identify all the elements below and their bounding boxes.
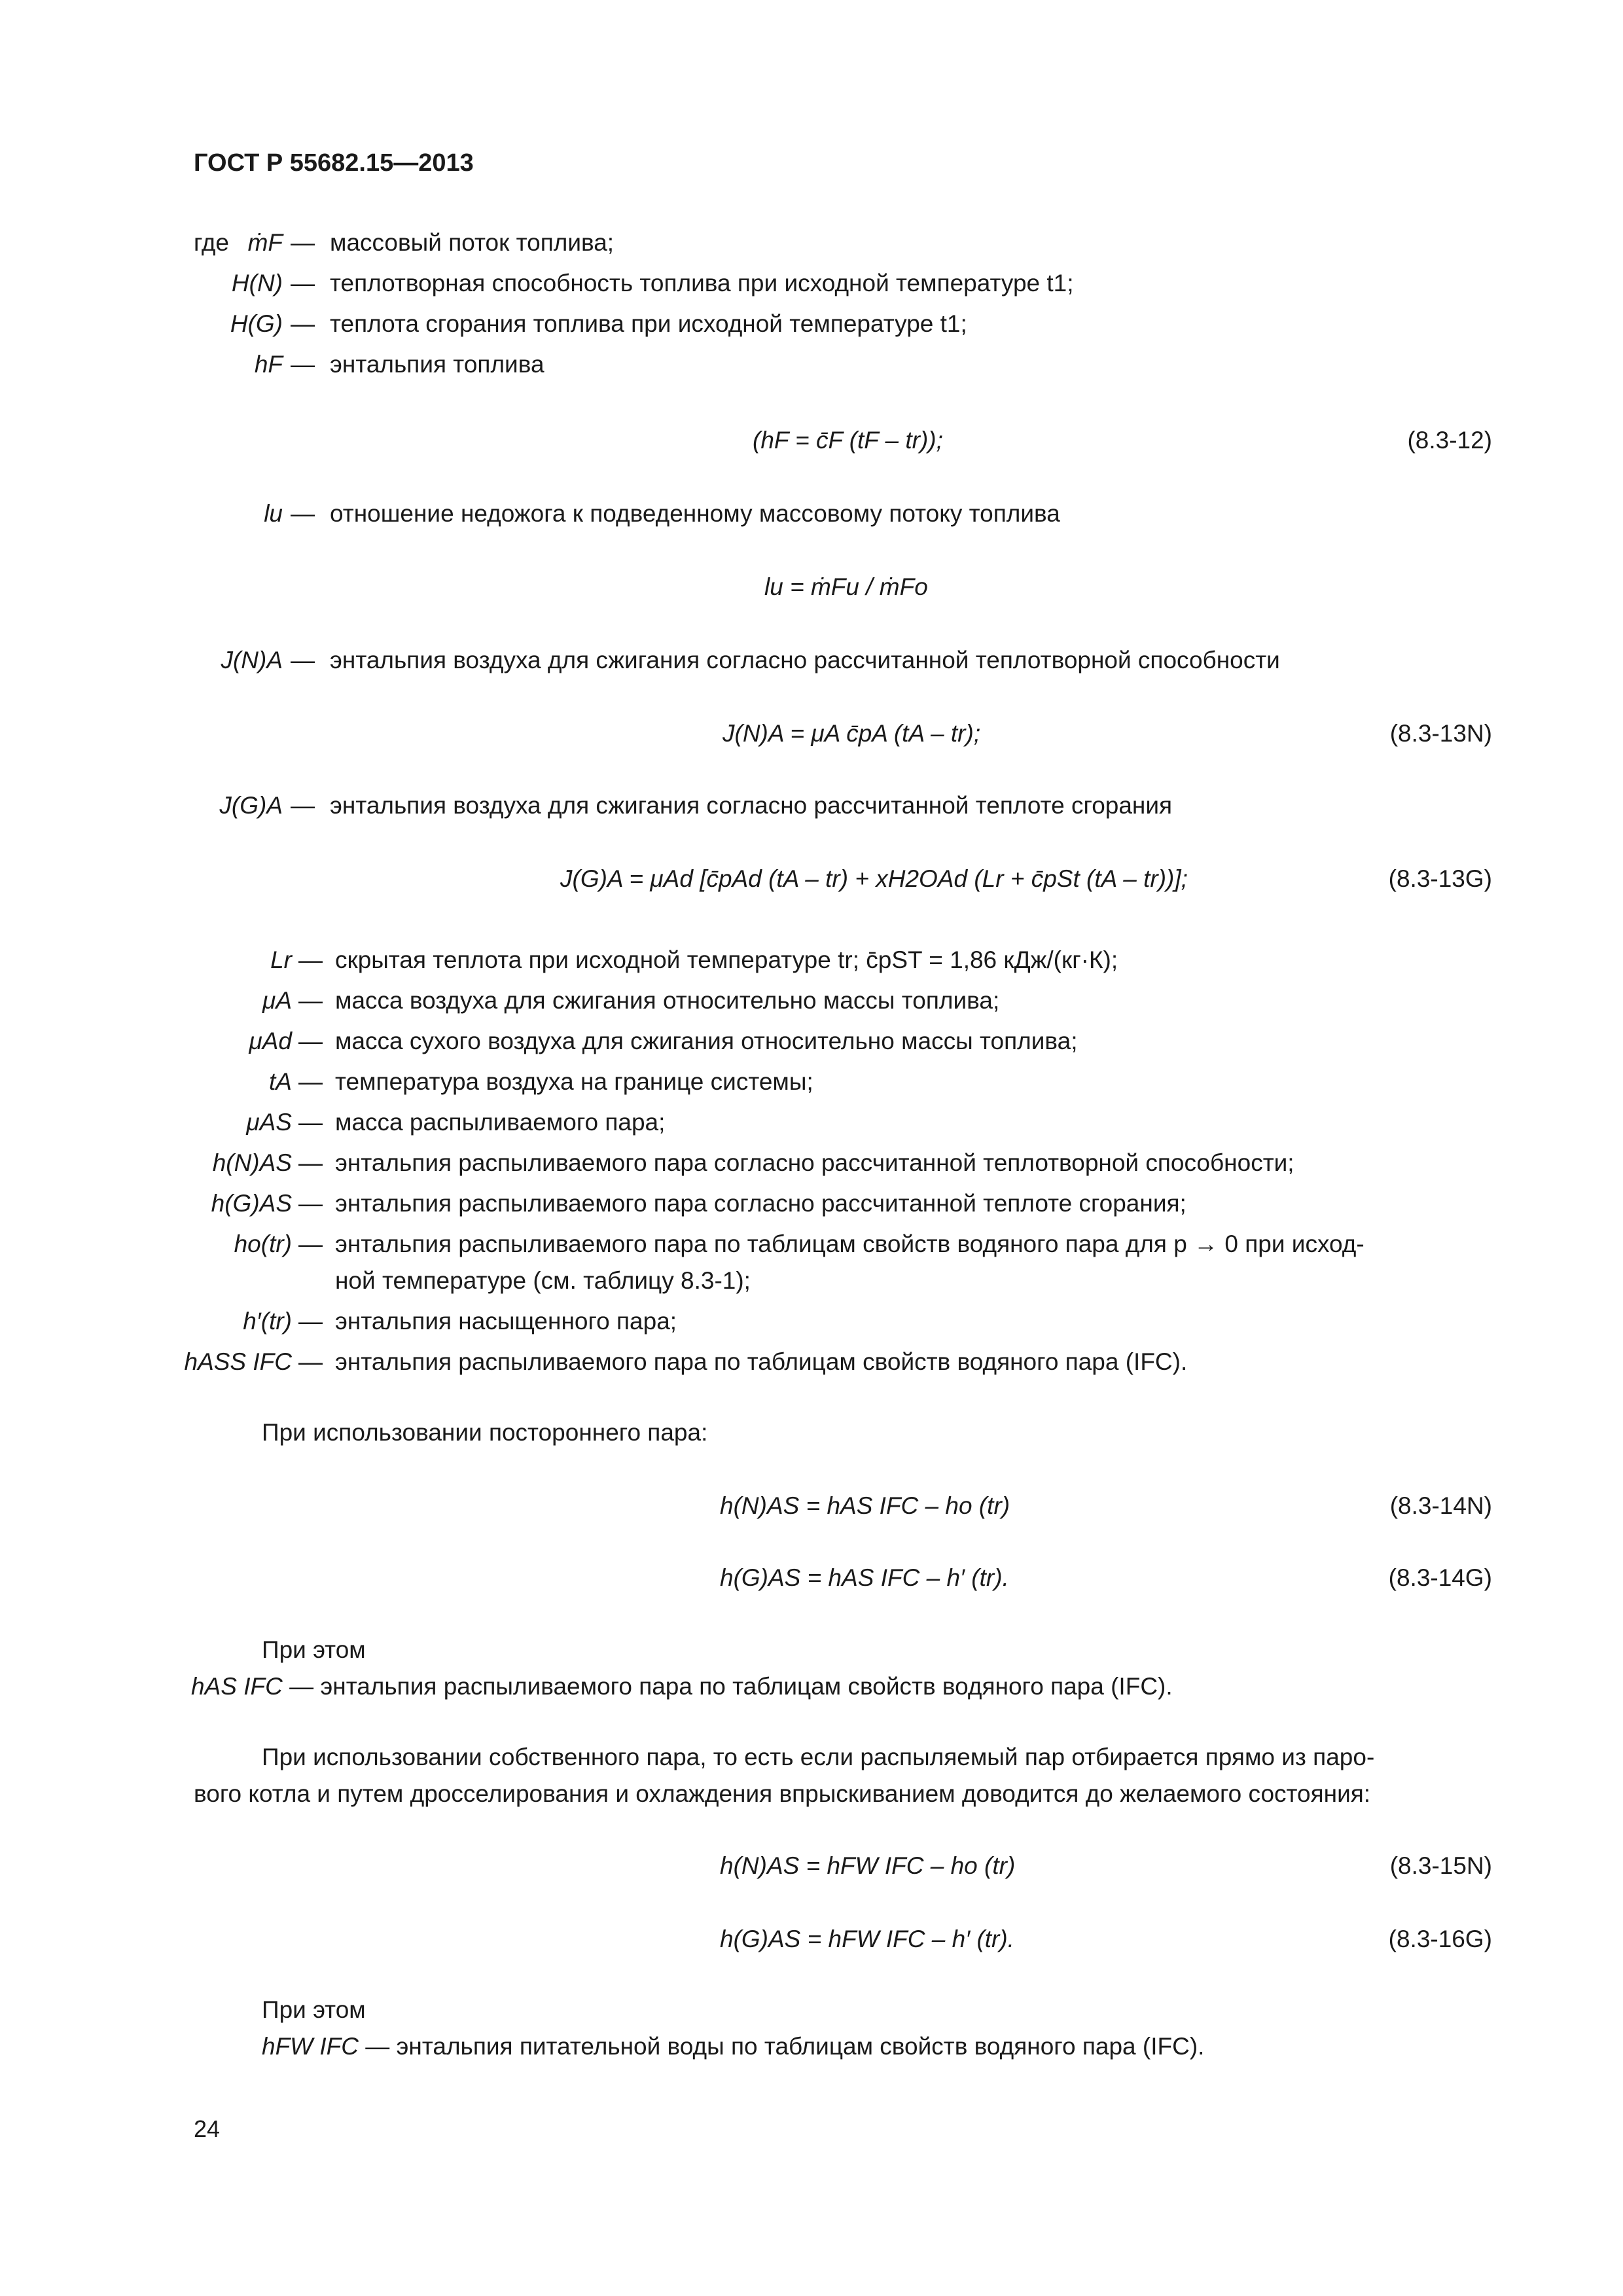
page-number: 24 <box>194 2115 221 2142</box>
definition-lu <box>0 500 1623 541</box>
definition-mF <box>0 229 1623 270</box>
definition-Lr <box>0 946 1623 987</box>
dash: — <box>298 1109 323 1136</box>
dash: — <box>365 2033 397 2060</box>
document-header: ГОСТ Р 55682.15—2013 <box>194 149 474 177</box>
symbol: hAS IFC <box>191 1673 283 1700</box>
symbol: hASS IFC <box>184 1348 292 1375</box>
note-intro: При этом <box>262 1636 366 1663</box>
definition-text: скрытая теплота при исходной температуре tr; c̄pST = 1,86 кДж/(кг·К); <box>335 946 1118 973</box>
dash: — <box>298 1028 323 1054</box>
dash: — <box>291 647 315 673</box>
definition-text: энтальпия насыщенного пара; <box>335 1308 677 1335</box>
dash: — <box>291 792 315 819</box>
definition-hFW-IFC <box>262 2033 1204 2060</box>
paragraph-own-steam-line1: При использовании собственного пара, то есть если распыляемый пар отбирается прямо из паро- <box>262 1744 1375 1770</box>
symbol: J(N)A <box>221 647 283 673</box>
paragraph-own-steam-line2: вого котла и путем дросселирования и охлаждения впрыскиванием доводится до желаемого состояния: <box>194 1780 1371 1807</box>
definition-text: энтальпия распыливаемого пара по таблицам свойств водяного пара для p → 0 при исход- <box>335 1230 1364 1257</box>
definition-muAS <box>0 1109 1623 1149</box>
where-label: где <box>194 229 230 256</box>
definition-tA <box>0 1068 1623 1109</box>
definition-text: энтальпия распыливаемого пара согласно рассчитанной теплотворной способности; <box>335 1149 1294 1176</box>
equation-number: (8.3-12) <box>1407 427 1492 454</box>
symbol: hFW IFC <box>262 2033 359 2060</box>
definition-text: энтальпия распыливаемого пара согласно рассчитанной теплоте сгорания; <box>335 1190 1186 1217</box>
symbol: lu <box>264 500 283 527</box>
equation-number: (8.3-14G) <box>1388 1564 1492 1591</box>
equation-number: (8.3-13G) <box>1388 865 1492 892</box>
definition-hASS-IFC <box>0 1348 1623 1389</box>
equation-number: (8.3-15N) <box>1389 1852 1492 1879</box>
formula-lu: lu = ṁFu / ṁFo <box>764 573 928 600</box>
symbol: h(G)AS <box>211 1190 292 1217</box>
dash: — <box>298 1068 323 1095</box>
symbol: μA <box>262 987 292 1014</box>
definition-text: теплота сгорания топлива при исходной температуре t1; <box>330 310 967 337</box>
definition-HN <box>0 270 1623 310</box>
definition-text: масса распыливаемого пара; <box>335 1109 666 1136</box>
formula-8-3-12: (hF = c̄F (tF – tr)); <box>753 427 943 454</box>
dash: — <box>298 1190 323 1217</box>
definition-ho-continued <box>0 1267 1623 1308</box>
definition-text: энтальпия топлива <box>330 351 544 378</box>
definition-hGAS <box>0 1190 1623 1230</box>
dash: — <box>298 1308 323 1335</box>
symbol: ṁF <box>247 229 283 256</box>
formula-8-3-14N: h(N)AS = hAS IFC – ho (tr) <box>720 1492 1010 1519</box>
dash: — <box>298 946 323 973</box>
definition-text: массовый поток топлива; <box>330 229 615 256</box>
dash: — <box>291 351 315 378</box>
dash: — <box>291 229 315 256</box>
symbol: h′(tr) <box>243 1308 292 1335</box>
definition-hAS-IFC <box>191 1673 1173 1700</box>
dash: — <box>298 987 323 1014</box>
symbol: μAS <box>246 1109 292 1136</box>
dash: — <box>291 270 315 296</box>
definition-JNA <box>0 647 1623 687</box>
symbol: J(G)A <box>219 792 283 819</box>
definition-text: температура воздуха на границе системы; <box>335 1068 813 1095</box>
equation-number: (8.3-16G) <box>1388 1926 1492 1952</box>
definition-text: энтальпия воздуха для сжигания согласно рассчитанной теплотворной способности <box>330 647 1280 673</box>
dash: — <box>298 1348 323 1375</box>
symbol: ho(tr) <box>234 1230 292 1257</box>
paragraph-foreign-steam: При использовании постороннего пара: <box>262 1419 708 1446</box>
definition-text: масса сухого воздуха для сжигания относительно массы топлива; <box>335 1028 1078 1054</box>
definition-muA <box>0 987 1623 1028</box>
symbol: Lr <box>270 946 292 973</box>
dash: — <box>298 1230 323 1257</box>
definition-HG <box>0 310 1623 351</box>
definition-hNAS <box>0 1149 1623 1190</box>
note-intro: При этом <box>262 1996 366 2023</box>
symbol: tA <box>269 1068 292 1095</box>
symbol: h(N)AS <box>212 1149 292 1176</box>
dash: — <box>289 1673 321 1700</box>
equation-number: (8.3-14N) <box>1389 1492 1492 1519</box>
equation-number: (8.3-13N) <box>1389 720 1492 747</box>
definition-text: теплотворная способность топлива при исходной температуре t1; <box>330 270 1074 296</box>
formula-8-3-13N: J(N)A = μA c̄pA (tA – tr); <box>722 720 981 747</box>
definition-text: энтальпия распыливаемого пара по таблицам свойств водяного пара (IFC). <box>335 1348 1188 1375</box>
formula-8-3-14G: h(G)AS = hAS IFC – h′ (tr). <box>720 1564 1009 1591</box>
dash: — <box>298 1149 323 1176</box>
definition-text: отношение недожога к подведенному массовому потоку топлива <box>330 500 1060 527</box>
dash: — <box>291 310 315 337</box>
symbol: μAd <box>249 1028 292 1054</box>
definition-hF <box>0 351 1623 391</box>
definition-text: ной температуре (см. таблицу 8.3-1); <box>335 1267 751 1294</box>
definition-text: энтальпия питательной воды по таблицам свойств водяного пара (IFC). <box>396 2033 1205 2060</box>
dash: — <box>291 500 315 527</box>
formula-8-3-16G: h(G)AS = hFW IFC – h′ (tr). <box>720 1926 1014 1952</box>
definition-JGA <box>0 792 1623 833</box>
formula-8-3-13G: J(G)A = μAd [c̄pAd (tA – tr) + xH2OAd (Lr + c̄pSt (tA – tr))]; <box>560 865 1188 892</box>
definition-text: энтальпия распыливаемого пара по таблицам свойств водяного пара (IFC). <box>320 1673 1173 1700</box>
definition-ho <box>0 1230 1623 1271</box>
definition-text: масса воздуха для сжигания относительно массы топлива; <box>335 987 1000 1014</box>
definition-hprime <box>0 1308 1623 1348</box>
definition-muAd <box>0 1028 1623 1068</box>
symbol: H(N) <box>231 270 283 296</box>
definition-text: энтальпия воздуха для сжигания согласно рассчитанной теплоте сгорания <box>330 792 1173 819</box>
symbol: H(G) <box>230 310 283 337</box>
formula-8-3-15N: h(N)AS = hFW IFC – ho (tr) <box>720 1852 1016 1879</box>
symbol: hF <box>254 351 283 378</box>
